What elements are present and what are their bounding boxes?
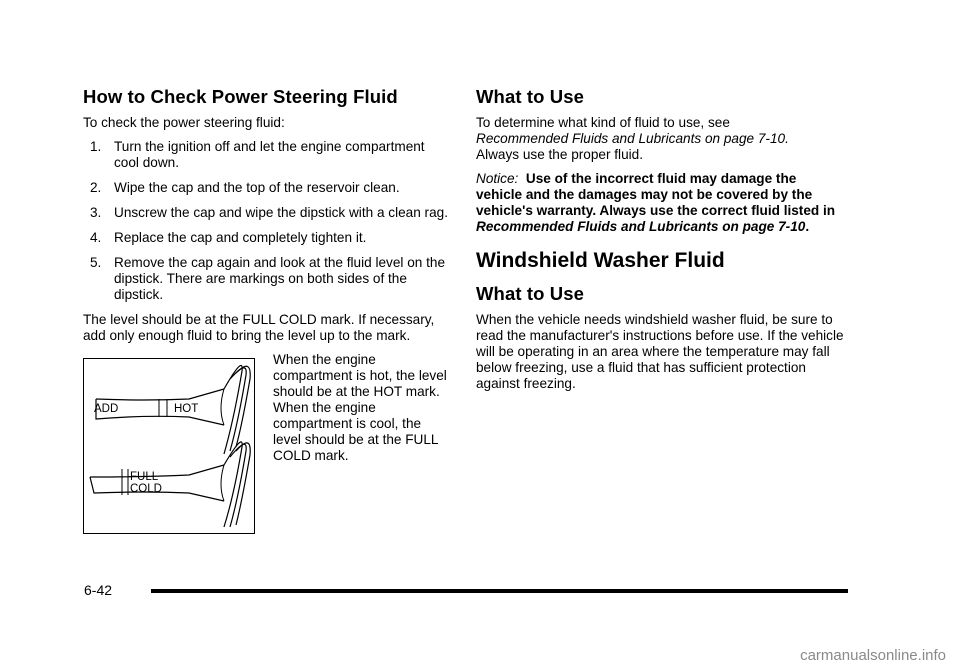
step-number: 2. [90, 180, 102, 195]
label-add: ADD [94, 403, 119, 415]
label-full: FULL [130, 471, 159, 483]
step-text: Unscrew the cap and wipe the dipstick with a clean rag. [114, 205, 448, 220]
label-hot: HOT [174, 403, 199, 415]
dipstick-illustration [83, 358, 255, 534]
washer-fluid-paragraph: When the vehicle needs windshield washer fluid, be sure to read the manufacturer's instructions before use. If the vehicle will be operating in an area where the temperature may fall below freezing, use a fluid that has sufficient protection against freezing. [476, 312, 844, 391]
power-steering-heading: How to Check Power Steering Fluid [83, 86, 398, 107]
level-text: The level should be at the FULL COLD mark. If necessary, add only enough fluid to bring the level up to the mark. [83, 312, 435, 343]
step-text: Replace the cap and completely tighten it. [114, 230, 367, 245]
footer-rule [151, 589, 848, 593]
step-text: Turn the ignition off and let the engine compartment cool down. [114, 139, 425, 170]
fluid-reference-paragraph [476, 115, 846, 163]
what-to-use-heading: What to Use [476, 86, 584, 107]
figure-caption-text: When the engine compartment is hot, the level should be at the HOT mark. When the engine compartment is cool, the level should be at the FULL COLD mark. [273, 352, 447, 463]
what-to-use-heading-2: What to Use [476, 283, 584, 304]
step-text: Wipe the cap and the top of the reservoir clean. [114, 180, 400, 195]
dipstick-drawing [84, 359, 254, 533]
figure-caption [273, 352, 448, 464]
steps-list [83, 139, 448, 303]
fluid-reference-tail: Always use the proper fluid. [476, 147, 643, 162]
step-number: 1. [90, 139, 102, 154]
left-column [83, 82, 448, 542]
label-cold: COLD [130, 483, 162, 495]
fluid-reference-link[interactable]: Recommended Fluids and Lubricants on page 7-10. [476, 131, 789, 146]
right-column [476, 82, 846, 400]
notice-text: Use of the incorrect fluid may damage the vehicle and the damages may not be covered by the vehicle's warranty. Always use the correct fluid listed in [476, 171, 836, 218]
notice-paragraph [476, 171, 846, 235]
notice-end: . [805, 219, 810, 234]
notice-label: Notice: [476, 171, 519, 186]
fluid-reference-text: To determine what kind of fluid to use, see [476, 115, 730, 130]
step-number: 5. [90, 255, 102, 270]
watermark: carmanualsonline.info [800, 647, 946, 664]
page-number: 6-42 [84, 582, 113, 598]
washer-fluid-heading: Windshield Washer Fluid [476, 249, 725, 272]
step-item [83, 205, 448, 221]
step-number: 3. [90, 205, 102, 220]
step-item [83, 230, 448, 246]
figure-row [83, 352, 448, 542]
step-number: 4. [90, 230, 102, 245]
intro-text: To check the power steering fluid: [83, 115, 285, 130]
step-text: Remove the cap again and look at the fluid level on the dipstick. There are markings on both sides of the dipstick. [114, 255, 446, 302]
step-item [83, 255, 448, 303]
notice-reference-link[interactable]: Recommended Fluids and Lubricants on page 7-10 [476, 219, 806, 234]
step-item [83, 180, 448, 196]
step-item [83, 139, 448, 171]
